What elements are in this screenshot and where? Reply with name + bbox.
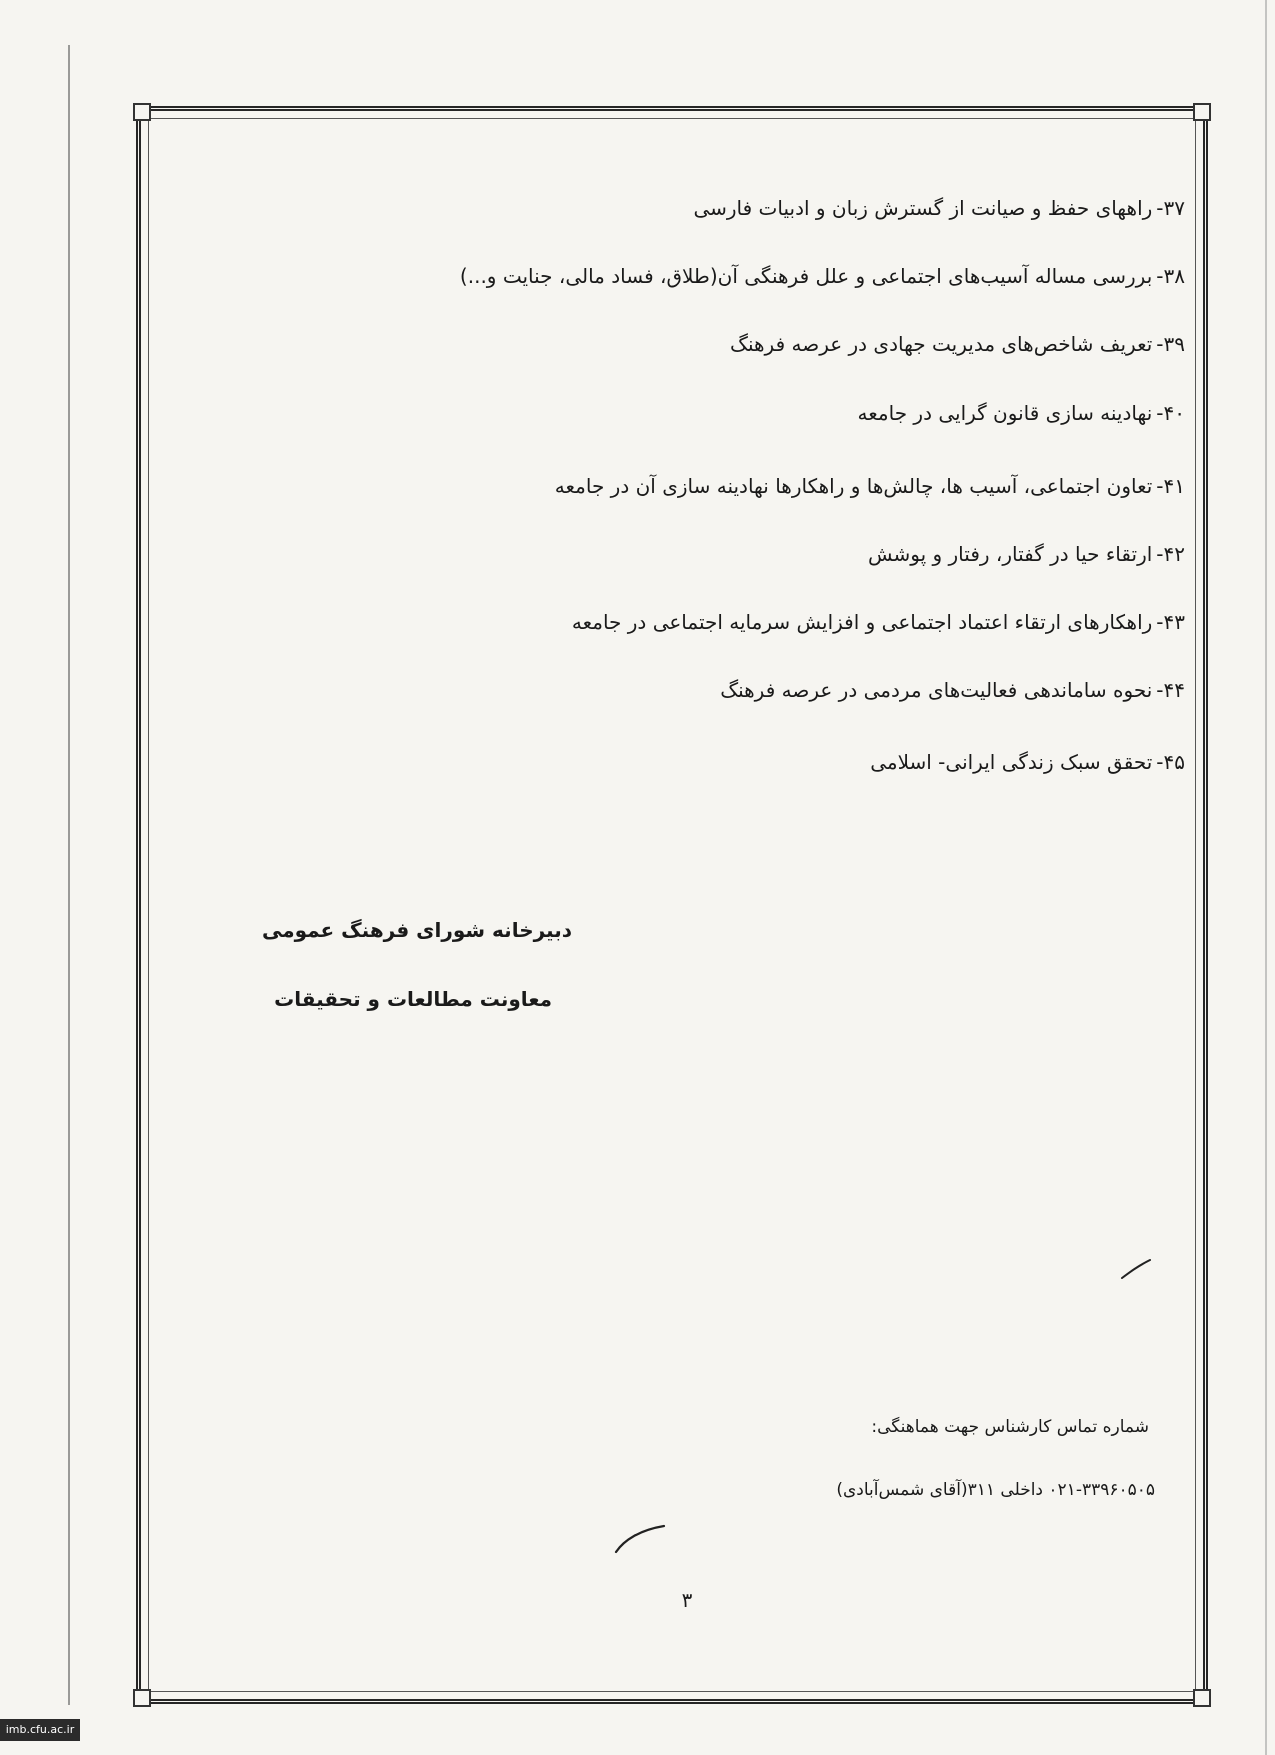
item-number: ۴۲- <box>1156 542 1185 566</box>
contact-phone: ۰۲۱-۳۳۹۶۰۵۰۵ داخلی ۳۱۱(آقای شمس‌آبادی) <box>836 1480 1155 1500</box>
list-item <box>868 540 1185 568</box>
org-name: دبیرخانه شورای فرهنگ عمومی <box>261 918 572 942</box>
list-item <box>693 194 1185 222</box>
item-number: ۳۷- <box>1156 196 1185 220</box>
org-department: معاونت مطالعات و تحقیقات <box>274 987 552 1011</box>
list-item <box>555 472 1185 500</box>
list-item <box>730 330 1185 358</box>
item-text: بررسی مساله آسیب‌های اجتماعی و علل فرهنگی آن(طلاق، فساد مالی، جنایت و...) <box>459 264 1153 288</box>
item-text: تعاون اجتماعی، آسیب ها، چالش‌ها و راهکارها نهادینه سازی آن در جامعه <box>554 474 1153 498</box>
list-item <box>460 262 1185 290</box>
item-text: نهادینه سازی قانون گرایی در جامعه <box>857 401 1153 425</box>
contact-label: شماره تماس کارشناس جهت هماهنگی: <box>871 1417 1149 1437</box>
item-number: ۴۵- <box>1156 750 1185 774</box>
item-text: راهکارهای ارتقاء اعتماد اجتماعی و افزایش سرمایه اجتماعی در جامعه <box>571 610 1153 634</box>
item-number: ۴۱- <box>1156 474 1185 498</box>
item-number: ۴۴- <box>1156 678 1185 702</box>
list-item <box>720 676 1185 704</box>
item-text: تعریف شاخص‌های مدیریت جهادی در عرصه فرهنگ <box>730 332 1153 356</box>
item-text: نحوه ساماندهی فعالیت‌های مردمی در عرصه فرهنگ <box>720 678 1153 702</box>
pen-stroke-mark <box>612 1522 668 1556</box>
list-item <box>870 748 1185 776</box>
border-corner-ornament <box>1193 1689 1211 1707</box>
list-item <box>858 399 1185 427</box>
scan-right-edge <box>1265 0 1267 1755</box>
border-corner-ornament <box>133 1689 151 1707</box>
item-number: ۳۹- <box>1156 332 1185 356</box>
item-text: تحقق سبک زندگی ایرانی- اسلامی <box>870 750 1153 774</box>
site-watermark: imb.cfu.ac.ir <box>0 1719 80 1741</box>
item-number: ۴۰- <box>1156 401 1185 425</box>
item-text: ارتقاء حیا در گفتار، رفتار و پوشش <box>868 542 1153 566</box>
scan-left-edge <box>68 45 70 1705</box>
border-corner-ornament <box>1193 103 1211 121</box>
list-item <box>572 608 1185 636</box>
item-text: راههای حفظ و صیانت از گسترش زبان و ادبیات فارسی <box>693 196 1153 220</box>
page-number: ۳ <box>681 1588 693 1612</box>
item-number: ۴۳- <box>1156 610 1185 634</box>
item-number: ۳۸- <box>1156 264 1185 288</box>
pen-stroke-mark <box>1120 1258 1152 1282</box>
border-corner-ornament <box>133 103 151 121</box>
